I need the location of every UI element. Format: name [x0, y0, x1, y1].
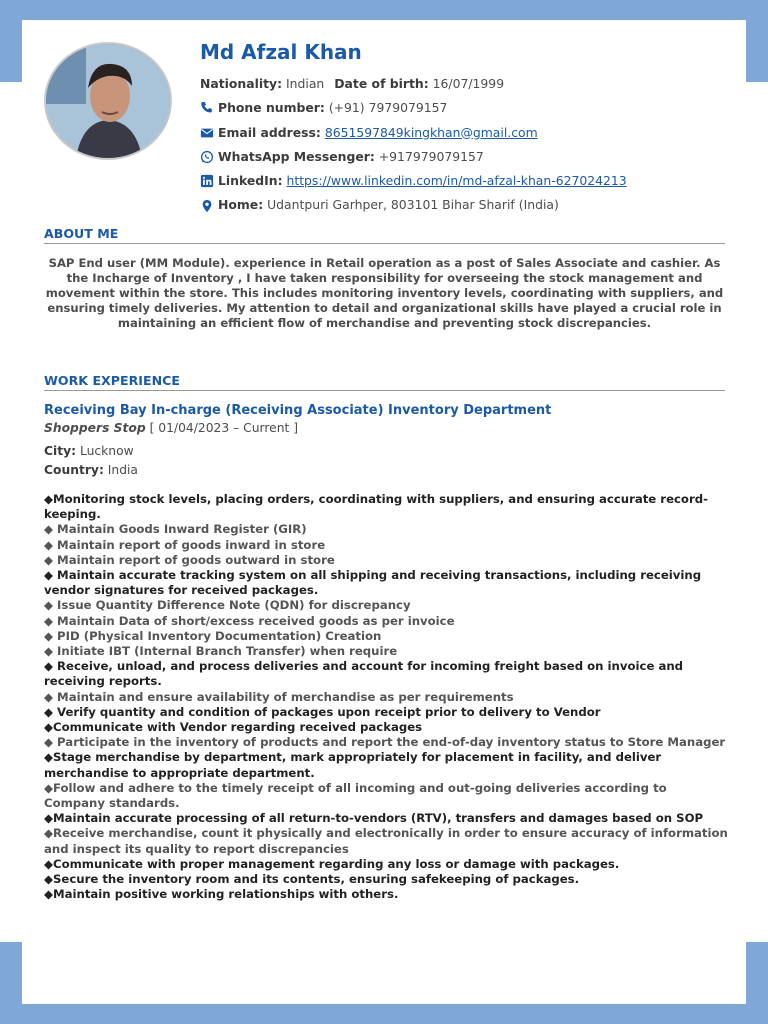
home-label: Home:: [218, 197, 264, 213]
whatsapp-value: +917979079157: [378, 148, 484, 164]
duty-item: ◆ Maintain Goods Inward Register (GIR): [44, 522, 307, 537]
linkedin-row: [200, 169, 740, 193]
nationality-row: [200, 72, 740, 96]
duty-item: ◆ Maintain report of goods inward in store: [44, 537, 326, 552]
duty-item: ◆ Issue Quantity Difference Note (QDN) for discrepancy: [44, 598, 411, 613]
country-value: India: [107, 463, 138, 477]
job-title: Receiving Bay In-charge (Receiving Associate) Inventory Department: [44, 403, 552, 418]
email-link[interactable]: 8651597849kingkhan@gmail.com: [324, 124, 538, 140]
corner-bottom-left: [0, 942, 22, 1004]
linkedin-link[interactable]: https://www.linkedin.com/in/md-afzal-khan-627024213: [286, 173, 627, 189]
duty-item: ◆Follow and adhere to the timely receipt of all incoming and out-going deliveries according to Company standards.: [44, 780, 667, 811]
whatsapp-label: WhatsApp Messenger:: [218, 148, 375, 164]
duty-item: ◆ Receive, unload, and process deliveries and account for incoming freight based on invoice and receiving reports.: [44, 659, 684, 689]
location-pin-icon: [200, 199, 214, 213]
home-value: Udantpuri Garhper, 803101 Bihar Sharif (India): [267, 197, 559, 213]
duty-item: ◆Maintain positive working relationships with others.: [44, 887, 399, 902]
phone-label: Phone number:: [218, 100, 325, 116]
bottom-band: [0, 1004, 768, 1024]
employer-line: [44, 420, 298, 436]
duty-item: ◆Stage merchandise by department, mark appropriately for placement in facility, and deliver merchandise to appropriate department.: [44, 750, 662, 780]
duty-item: ◆Monitoring stock levels, placing orders, coordinating with suppliers, and ensuring accurate record-keeping.: [44, 492, 708, 522]
duty-item: ◆Maintain accurate processing of all return-to-vendors (RTV), transfers and damages based on SOP: [44, 811, 704, 826]
whatsapp-row: [200, 145, 740, 169]
email-row: [200, 121, 740, 145]
city-line: [44, 443, 134, 459]
header: [200, 40, 740, 218]
job-dates: [ 01/04/2023 – Current ]: [149, 421, 299, 435]
home-row: [200, 193, 740, 217]
about-text: SAP End user (MM Module). experience in Retail operation as a post of Sales Associate and cashier. As the Incharge of Inventory , I have taken responsibility for overseeing the stock management and movement within the store. This includes monitoring inventory levels, coordinating with suppliers, and ensuring timely deliveries. My attention to detail and organizational skills have played a crucial role in maintaining an efficient flow of merchandise and preventing stock discrepancies.: [45, 256, 724, 331]
linkedin-label: LinkedIn:: [218, 173, 283, 189]
city-label: City:: [44, 444, 77, 458]
profile-photo: [44, 42, 172, 160]
corner-bottom-right: [746, 942, 768, 1004]
employer-name: Shoppers Stop: [44, 421, 146, 435]
duty-item: ◆Communicate with Vendor regarding received packages: [44, 720, 423, 735]
candidate-name: Md Afzal Khan: [200, 40, 362, 64]
envelope-icon: [200, 126, 214, 140]
phone-icon: [200, 101, 214, 115]
nationality-value: Indian: [286, 76, 325, 91]
duty-item: ◆ Initiate IBT (Internal Branch Transfer) when require: [44, 644, 398, 659]
city-value: Lucknow: [79, 444, 134, 458]
whatsapp-icon: [200, 150, 214, 164]
phone-row: [200, 96, 740, 120]
corner-top-left: [0, 20, 22, 82]
duty-item: ◆ Verify quantity and condition of packages upon receipt prior to delivery to Vendor: [44, 704, 601, 719]
corner-top-right: [746, 20, 768, 82]
email-label: Email address:: [218, 124, 321, 140]
duty-item: ◆ PID (Physical Inventory Documentation) Creation: [44, 628, 382, 643]
phone-value: (+91) 7979079157: [328, 100, 448, 116]
nationality-label: Nationality:: [200, 76, 283, 91]
country-line: [44, 462, 138, 478]
duty-item: ◆ Maintain and ensure availability of merchandise as per requirements: [44, 689, 514, 704]
duty-item: ◆ Maintain Data of short/excess received goods as per invoice: [44, 613, 455, 628]
duty-item: ◆ Maintain accurate tracking system on all shipping and receiving transactions, including receiving vendor signatures for received packages.: [44, 568, 702, 598]
work-section-title: WORK EXPERIENCE: [44, 373, 725, 391]
duty-item: ◆ Participate in the inventory of products and report the end-of-day inventory status to Store Manager: [44, 735, 726, 750]
top-band: [0, 0, 768, 20]
country-label: Country:: [44, 463, 104, 477]
dob-label: Date of birth:: [334, 76, 429, 91]
about-section-title: ABOUT ME: [44, 226, 725, 244]
duty-item: ◆ Maintain report of goods outward in store: [44, 552, 335, 567]
linkedin-icon: [200, 174, 214, 188]
duty-item: ◆Communicate with proper management regarding any loss or damage with packages.: [44, 856, 620, 871]
duty-item: ◆Secure the inventory room and its contents, ensuring safekeeping of packages.: [44, 872, 580, 887]
duty-item: ◆Receive merchandise, count it physically and electronically in order to ensure accuracy of information and inspect its quality to report discrepancies: [44, 826, 728, 856]
duties-list: [44, 492, 729, 902]
dob-value: 16/07/1999: [432, 76, 505, 91]
